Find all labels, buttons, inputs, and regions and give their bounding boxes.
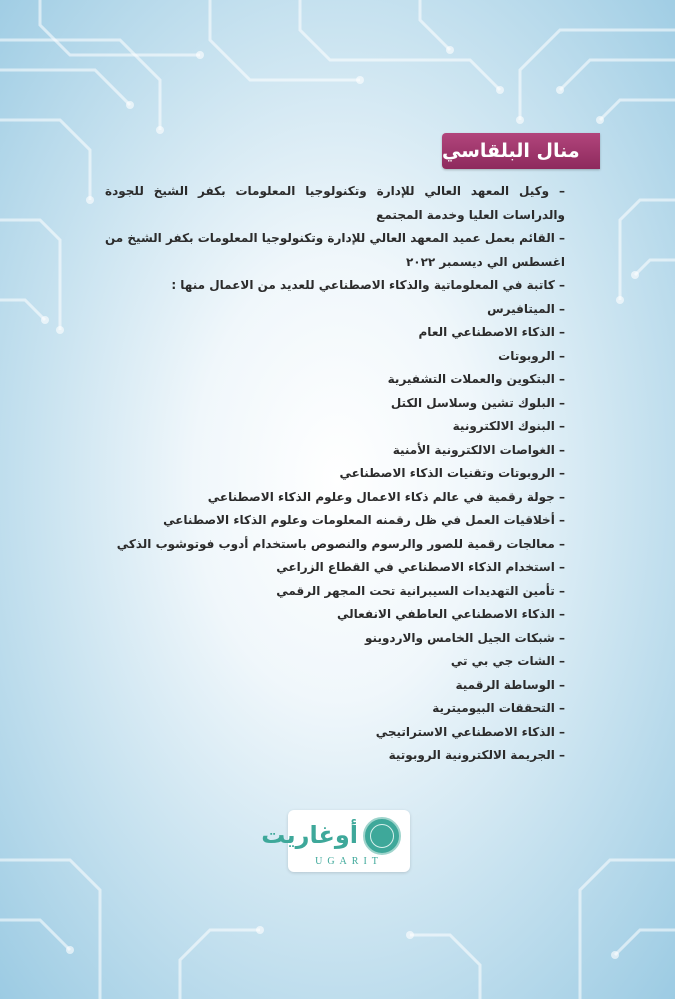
works-list-item: – الذكاء الاصطناعي العاطفي الانفعالي bbox=[336, 607, 565, 621]
works-list-item: – الذكاء الاصطناعي الاستراتيجي bbox=[375, 724, 565, 739]
works-list-item: – البتكوين والعملات التشفيرية bbox=[387, 372, 565, 386]
author-bio bbox=[105, 180, 565, 768]
publisher-name-latin: UGARIT bbox=[315, 856, 383, 867]
publisher-name-arabic: أوغاريت bbox=[261, 821, 358, 849]
works-list-item: – الجريمة الالكترونية الروبوتية bbox=[388, 748, 565, 762]
works-list-item: – الوساطة الرقمية bbox=[455, 677, 565, 692]
works-list-item: – الروبوتات وتقنيات الذكاء الاصطناعي bbox=[339, 466, 565, 480]
works-list bbox=[105, 298, 565, 768]
works-list-item: – البلوك تشين وسلاسل الكتل bbox=[390, 395, 565, 410]
publisher-logo bbox=[261, 810, 410, 872]
works-list-item: – أخلاقيات العمل في ظل رقمنه المعلومات وعلوم الذكاء الاصطناعي bbox=[163, 513, 565, 527]
works-list-item: – معالجات رقمية للصور والرسوم والنصوص باستخدام أدوب فوتوشوب الذكي bbox=[116, 536, 565, 551]
author-name-banner bbox=[442, 133, 600, 169]
bio-paragraph: – كاتبة في المعلوماتية والذكاء الاصطناعي للعديد من الاعمال منها : bbox=[171, 278, 565, 292]
works-list-item: – البنوك الالكترونية bbox=[452, 419, 565, 433]
bio-paragraph: – القائم بعمل عميد المعهد العالي للإدارة وتكنولوجيا المعلومات بكفر الشيخ من اغسطس الي ديسمبر ٢٠٢٢ bbox=[105, 231, 565, 269]
works-list-item: – الميتافيرس bbox=[487, 301, 565, 316]
works-list-item: – الذكاء الاصطناعي العام bbox=[418, 325, 565, 339]
works-list-item: – جولة رقمية في عالم ذكاء الاعمال وعلوم الذكاء الاصطناعي bbox=[207, 489, 565, 504]
publisher-seal-icon bbox=[363, 817, 401, 855]
author-name: منال البلقاسي bbox=[442, 140, 580, 162]
works-list-item: – الغواصات الالكترونية الأمنية bbox=[392, 442, 565, 457]
works-list-item: – تأمين التهديدات السيبرانية تحت المجهر الرقمي bbox=[276, 583, 565, 598]
works-list-item: – الروبوتات bbox=[498, 348, 565, 363]
works-list-item: – شبكات الجيل الخامس والاردوينو bbox=[365, 630, 565, 645]
works-list-item: – استخدام الذكاء الاصطناعي في القطاع الزراعي bbox=[276, 560, 565, 574]
works-list-item: – الشات جي بي تي bbox=[450, 654, 565, 668]
bio-paragraph: – وكيل المعهد العالي للإدارة وتكنولوجيا المعلومات بكفر الشيخ للجودة والدراسات العليا وخدمة المجتمع bbox=[105, 184, 565, 222]
works-list-item: – التحققات البيوميترية bbox=[432, 701, 565, 715]
